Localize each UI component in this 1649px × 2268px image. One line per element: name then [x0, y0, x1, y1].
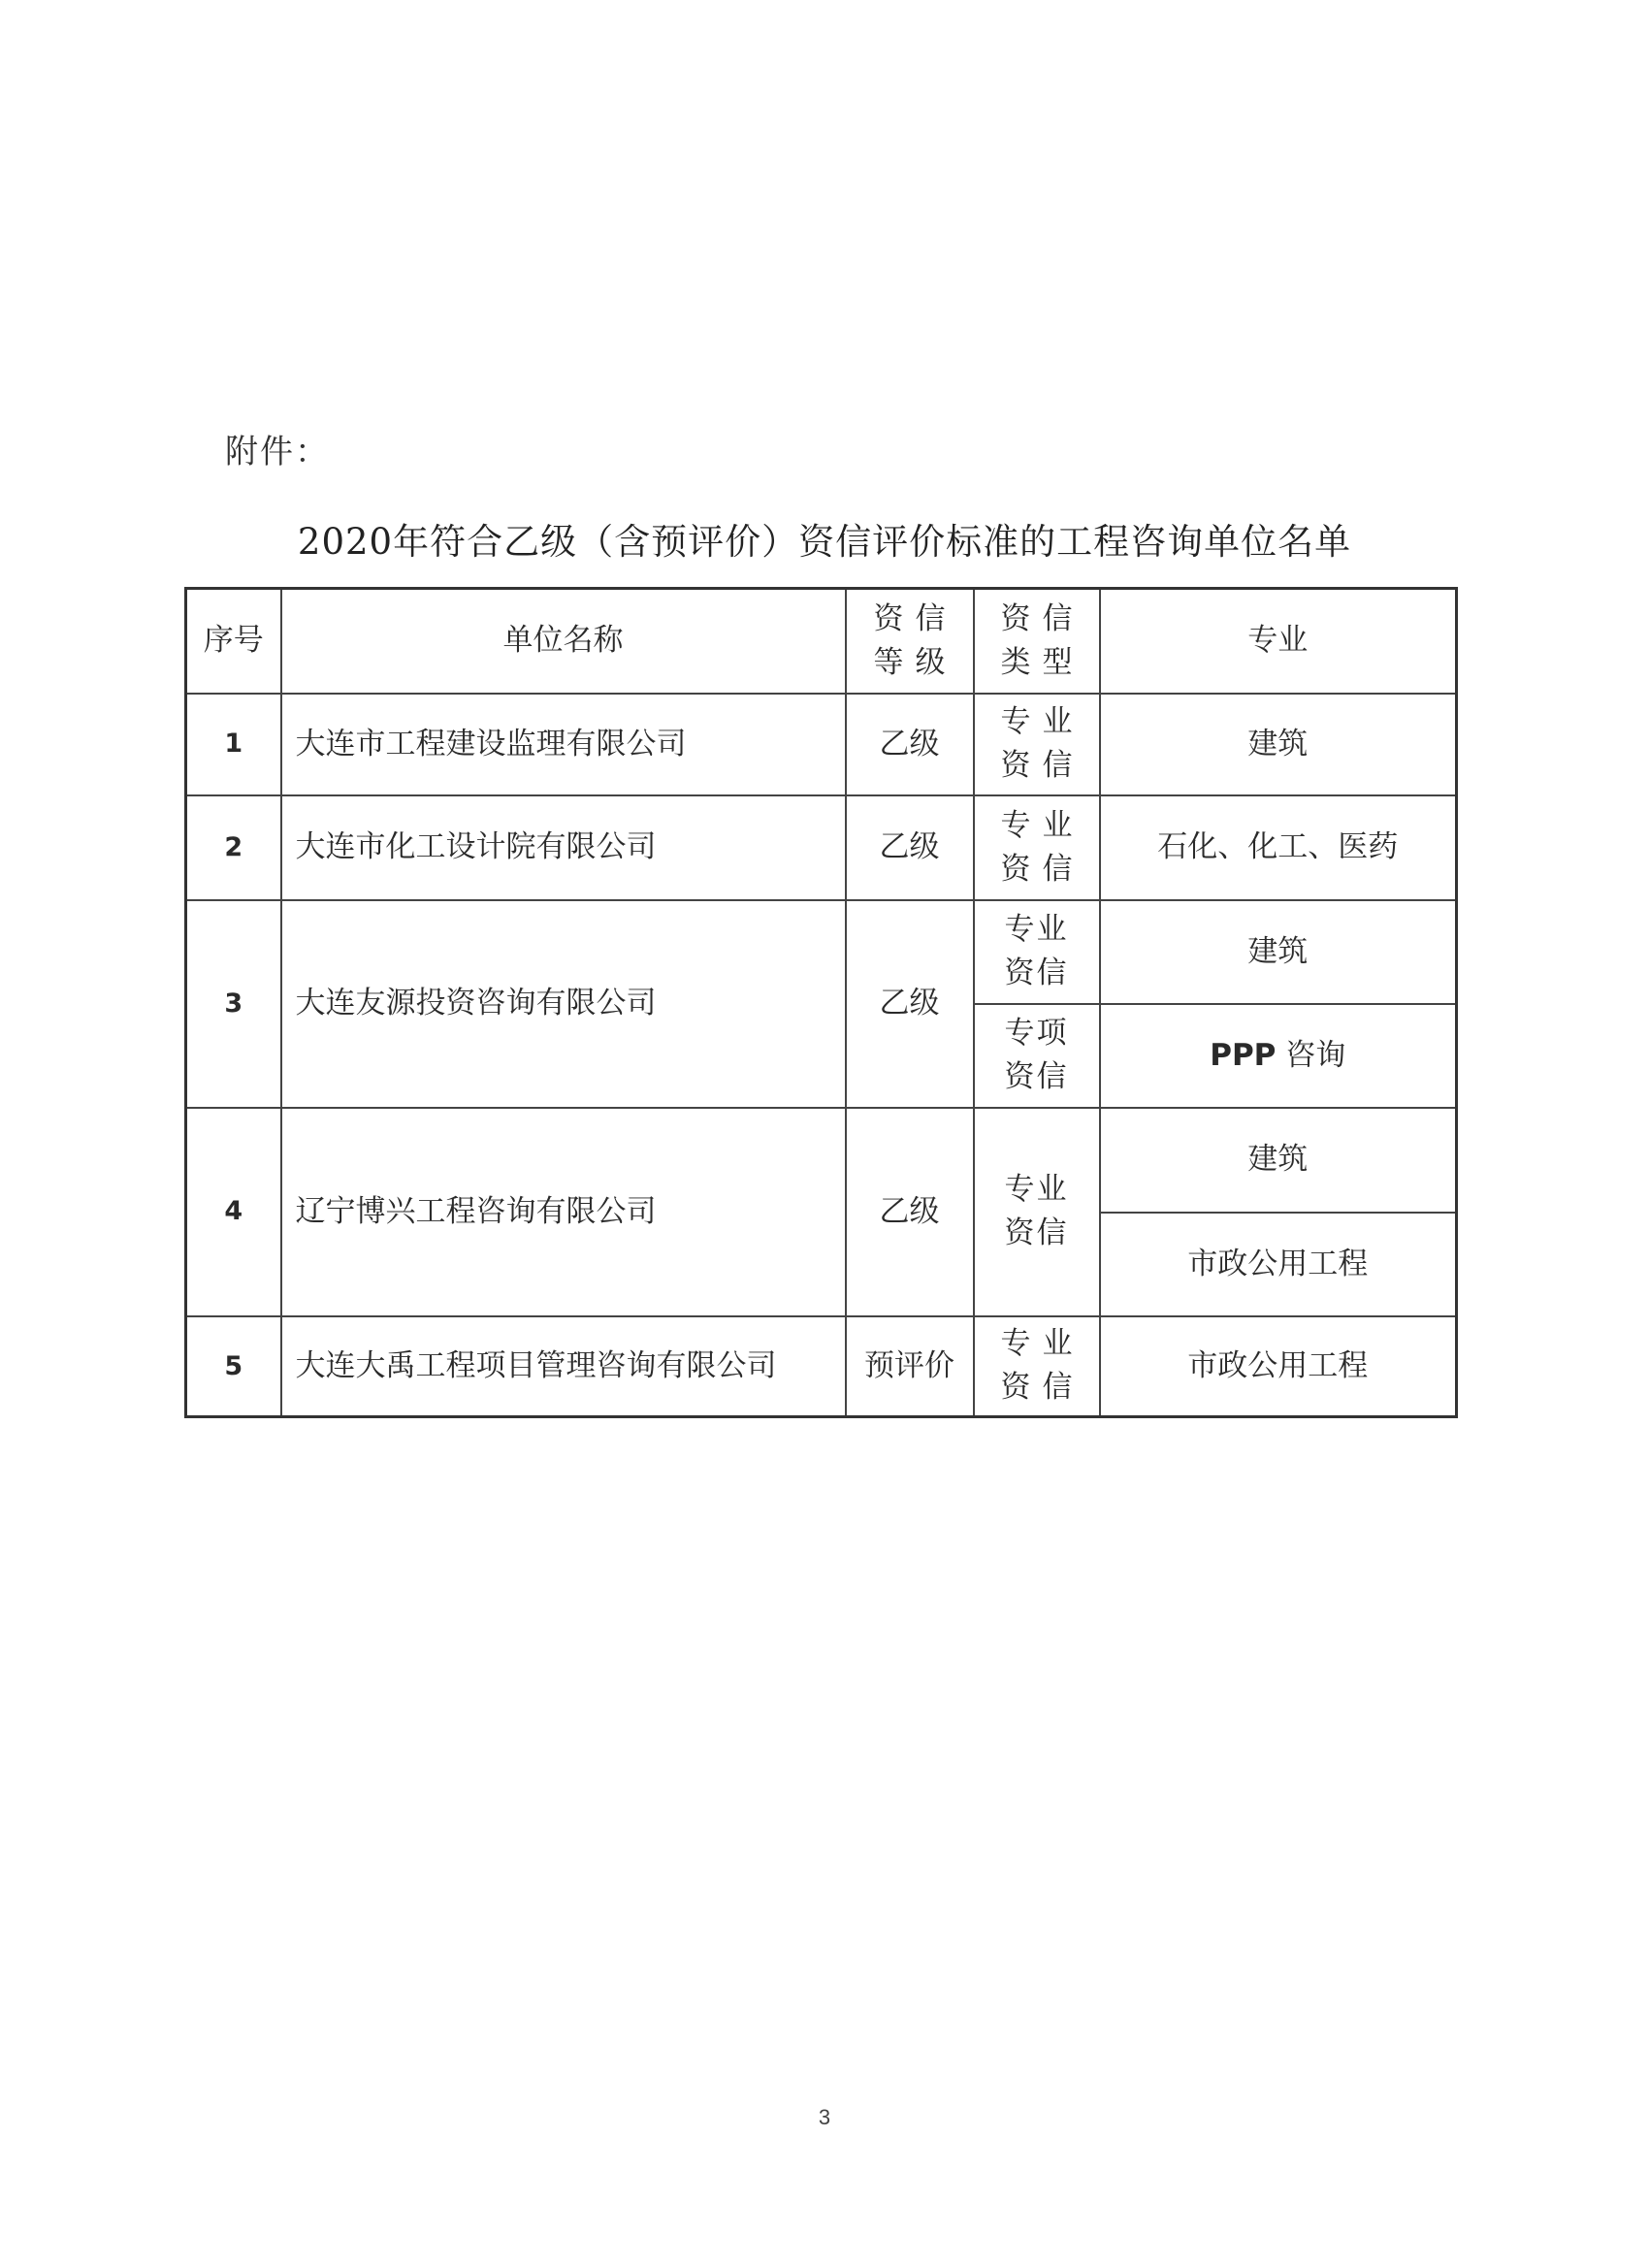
consulting-units-table [184, 587, 1458, 1418]
row-unit-name: 大连友源投资咨询有限公司 [281, 900, 846, 1108]
row-type-line2: 资信 [1000, 851, 1084, 887]
specialty-ppp-suffix: 咨询 [1276, 1037, 1346, 1073]
row-type [974, 1108, 1100, 1316]
row-seq: 5 [186, 1316, 281, 1417]
row-specialty: 建筑 [1100, 900, 1457, 1004]
row-type-line1: 专业 [1000, 704, 1084, 740]
attachment-label: 附件： [225, 433, 330, 471]
table-row [186, 1108, 1457, 1213]
row-specialty: 建筑 [1100, 1108, 1457, 1213]
specialty-ppp-prefix: PPP [1210, 1037, 1277, 1073]
row-type-line2: 资信 [1000, 1370, 1084, 1406]
row-specialty [1100, 1004, 1457, 1108]
row-type-line1: 专项 [1004, 1016, 1069, 1052]
row-type-line1: 专业 [1000, 1326, 1084, 1362]
row-type [974, 694, 1100, 795]
row-type-line2: 资信 [1000, 748, 1084, 783]
row-type-line1: 专业 [1004, 912, 1069, 948]
row-type-line2: 资信 [1004, 1215, 1069, 1250]
table-header-row [186, 589, 1457, 694]
table-row [186, 900, 1457, 1004]
row-type-line1: 专业 [1000, 807, 1084, 843]
row-grade: 预评价 [846, 1316, 974, 1417]
header-type-line2: 类型 [1000, 644, 1084, 680]
row-type [974, 900, 1100, 1004]
row-unit-name: 大连市工程建设监理有限公司 [281, 694, 846, 795]
row-seq: 3 [186, 900, 281, 1108]
row-unit-name: 大连市化工设计院有限公司 [281, 795, 846, 900]
header-grade [846, 589, 974, 694]
row-type-line2: 资信 [1004, 956, 1069, 990]
row-unit-name: 大连大禹工程项目管理咨询有限公司 [281, 1316, 846, 1417]
table-row [186, 694, 1457, 795]
page-number: 3 [818, 2105, 831, 2129]
header-grade-line2: 等级 [873, 644, 957, 680]
row-grade: 乙级 [846, 795, 974, 900]
header-grade-line1: 资信 [873, 600, 957, 636]
row-seq: 1 [186, 694, 281, 795]
header-name: 单位名称 [281, 589, 846, 694]
row-type [974, 795, 1100, 900]
row-specialty: 石化、化工、医药 [1100, 795, 1457, 900]
row-seq: 4 [186, 1108, 281, 1316]
row-specialty: 建筑 [1100, 694, 1457, 795]
row-type-line1: 专业 [1004, 1172, 1069, 1208]
header-seq: 序号 [186, 589, 281, 694]
row-specialty: 市政公用工程 [1100, 1213, 1457, 1316]
table-row [186, 1316, 1457, 1417]
row-grade: 乙级 [846, 1108, 974, 1316]
row-specialty: 市政公用工程 [1100, 1316, 1457, 1417]
header-specialty: 专业 [1100, 589, 1457, 694]
row-grade: 乙级 [846, 900, 974, 1108]
document-title: 2020年符合乙级（含预评价）资信评价标准的工程咨询单位名单 [297, 521, 1352, 563]
table-row [186, 795, 1457, 900]
row-type [974, 1316, 1100, 1417]
header-type-line1: 资信 [1000, 600, 1084, 636]
row-unit-name: 辽宁博兴工程咨询有限公司 [281, 1108, 846, 1316]
row-grade: 乙级 [846, 694, 974, 795]
row-seq: 2 [186, 795, 281, 900]
row-type [974, 1004, 1100, 1108]
row-type-line2: 资信 [1004, 1059, 1069, 1094]
header-type [974, 589, 1100, 694]
